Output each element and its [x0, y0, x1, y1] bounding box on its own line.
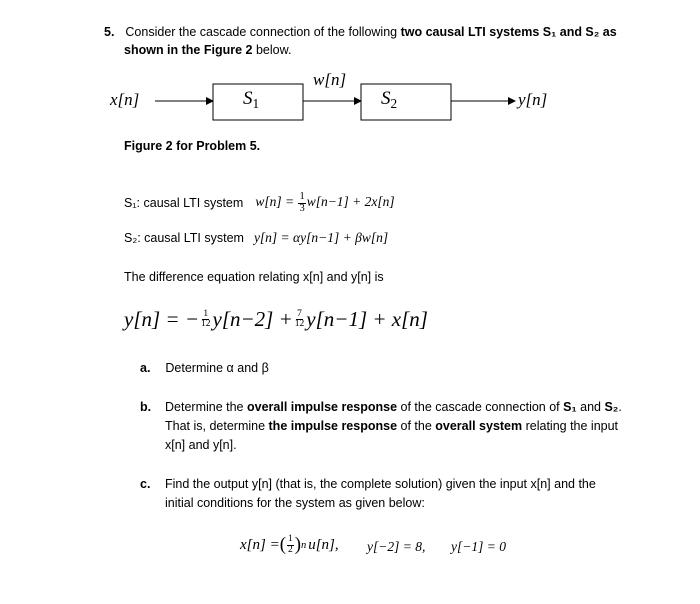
line2-tail: below. — [252, 43, 292, 57]
part-b-line3: x[n] and y[n]. — [165, 438, 237, 452]
block-s2 — [361, 84, 451, 120]
part-a-text: Determine α and β — [165, 361, 269, 375]
s1-label: S₁: causal LTI system — [124, 196, 244, 210]
system-s1 — [124, 192, 395, 214]
s2-label: S₂: causal LTI system — [124, 231, 244, 245]
s2-equation: y[n] = αy[n−1] + βw[n] — [253, 230, 389, 245]
part-b-line2: That is, determine the impulse response of the overall system relating the input — [165, 419, 619, 433]
block2-label: $S_2$ — [381, 88, 398, 111]
part-a-label: a. — [140, 361, 151, 375]
problem-header — [104, 23, 617, 41]
line2-bold-b: Figure 2 — [203, 43, 253, 57]
difference-equation: y[n] = − $\frac{1}{12}$ y[n−2] + $\frac{7}{12}$ y[n−1] + x[n] — [124, 307, 428, 331]
part-b-line1: Determine the overall impulse response of the cascade connection of S₁ and S₂. — [165, 400, 622, 414]
initial-condition-2: y[−1] = 0 — [451, 539, 506, 554]
part-a — [140, 359, 269, 377]
input-definition: x[n] = ( $\frac{1}{2}$ ) n u[n], — [240, 534, 339, 555]
line2-bold-a: shown in the — [124, 43, 201, 57]
problem-number: 5. — [104, 25, 115, 39]
problem-intro-bold: two causal LTI systems S₁ and S₂ as — [400, 25, 617, 39]
input-label: x[n] — [110, 90, 140, 109]
figure-caption: Figure 2 for Problem 5. — [124, 139, 261, 153]
problem-intro: Consider the cascade connection of the following — [125, 25, 401, 39]
block1-label: $S_1$ — [243, 88, 260, 111]
part-b-label: b. — [140, 400, 152, 414]
problem-header-line2 — [124, 41, 291, 59]
difference-intro: The difference equation relating x[n] and y[n] is — [124, 270, 384, 284]
intermediate-label: w[n] — [313, 70, 347, 89]
part-b — [140, 398, 151, 416]
part-c — [140, 475, 150, 493]
part-c-line2: initial conditions for the system as given below: — [165, 496, 425, 510]
system-s2 — [124, 229, 388, 247]
output-label: y[n] — [518, 90, 548, 109]
part-c-line1: Find the output y[n] (that is, the complete solution) given the input x[n] and the — [165, 477, 596, 491]
initial-condition-1: y[−2] = 8, — [367, 539, 426, 554]
part-c-label: c. — [140, 477, 151, 491]
s1-equation: w[n] = $\frac{1}{3}$ w[n−1] + 2x[n] — [255, 191, 395, 214]
